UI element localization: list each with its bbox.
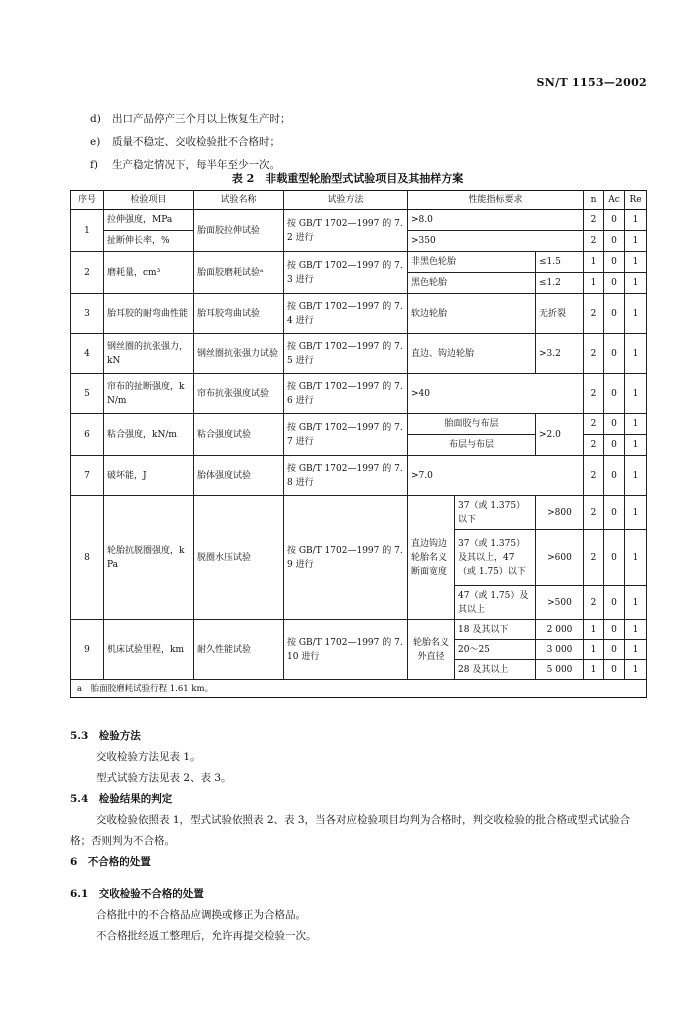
type-test-table xyxy=(70,190,647,698)
table-row: 2 磨耗量，cm³ 胎面胶磨耗试验ᵃ 按 GB/T 1702—1997 的 7.3 进行 非黑色轮胎 ≤1.5 1 0 1 xyxy=(71,252,647,273)
paragraph: 合格批中的不合格品应调换或修正为合格品。 xyxy=(96,909,306,921)
table-row: 37（或 1.375）及其以上，47（或 1.75）以下 >600 2 0 1 xyxy=(71,530,647,586)
section-heading: 5.3 检验方法 xyxy=(70,730,141,742)
header-n: n xyxy=(584,191,604,210)
document-code: SN/T 1153—2002 xyxy=(536,76,647,89)
table-row: 3 胎耳胶的耐弯曲性能 胎耳胶弯曲试验 按 GB/T 1702—1997 的 7.4 进行 软边轮胎 无折裂 2 0 1 xyxy=(71,294,647,334)
header-test: 试验名称 xyxy=(194,191,284,210)
table-footnote-row xyxy=(71,680,647,698)
table-footnote: a 胎面胶磨耗试验行程 1.61 km。 xyxy=(71,680,647,698)
table-row: 47（或 1.75）及其以上 >500 2 0 1 xyxy=(71,586,647,620)
table-caption: 表 2 非载重型轮胎型式试验项目及其抽样方案 xyxy=(231,172,464,185)
paragraph: 不合格批经返工整理后，允许再提交检验一次。 xyxy=(96,930,317,942)
header-requirement: 性能指标要求 xyxy=(408,191,584,210)
table-row: 7 破坏能，J 胎体强度试验 按 GB/T 1702—1997 的 7.8 进行 >7.0 2 0 1 xyxy=(71,456,647,496)
section-heading: 6.1 交收检验不合格的处置 xyxy=(70,888,204,900)
condition-list xyxy=(90,108,291,177)
table-row: 9 机床试验里程，km 耐久性能试验 按 GB/T 1702—1997 的 7.10 进行 轮胎名义外直径 18 及其以下 2 000 1 0 1 xyxy=(71,620,647,640)
paragraph: 交收检验方法见表 1。 xyxy=(96,751,201,763)
table-row: 6 粘合强度，kN/m 粘合强度试验 按 GB/T 1702—1997 的 7.7 进行 胎面胶与布层 >2.0 2 0 1 xyxy=(71,414,647,435)
table-row: 1 拉伸强度，MPa 胎面胶拉伸试验 按 GB/T 1702—1997 的 7.2 进行 >8.0 2 0 1 xyxy=(71,210,647,231)
table-row: 20～25 3 000 1 0 1 xyxy=(71,640,647,660)
list-item: e) 质量不稳定、交收检验批不合格时； xyxy=(90,136,280,148)
section-heading: 5.4 检验结果的判定 xyxy=(70,793,173,805)
table-row: 28 及其以上 5 000 1 0 1 xyxy=(71,660,647,680)
header-no: 序号 xyxy=(71,191,104,210)
table-header-row xyxy=(71,191,647,210)
paragraph: 型式试验方法见表 2、表 3。 xyxy=(96,772,232,784)
list-item: d) 出口产品停产三个月以上恢复生产时； xyxy=(90,113,291,125)
table-row: 5 帘布的扯断强度，kN/m 帘布抗张强度试验 按 GB/T 1702—1997 的 7.6 进行 >40 2 0 1 xyxy=(71,374,647,414)
header-item: 检验项目 xyxy=(104,191,194,210)
table-row: 4 钢丝圈的抗张强力，kN 钢丝圈抗张强力试验 按 GB/T 1702—1997 的 7.5 进行 直边、钩边轮胎 >3.2 2 0 1 xyxy=(71,334,647,374)
section-6 xyxy=(70,852,646,873)
table-row: 布层与布层 2 0 1 xyxy=(71,435,647,456)
section-6-1 xyxy=(70,884,646,947)
header-method: 试验方法 xyxy=(284,191,408,210)
list-item: f) 生产稳定情况下，每半年至少一次。 xyxy=(90,159,280,171)
table-row: 黑色轮胎 ≤1.2 1 0 1 xyxy=(71,273,647,294)
table-row: 8 轮胎抗脱圈强度，kPa 脱圈水压试验 按 GB/T 1702—1997 的 7.9 进行 直边钩边轮胎名义断面宽度 37（或 1.375）以下 >800 2 0 1 xyxy=(71,496,647,530)
table-row: 扯断伸长率，% >350 2 0 1 xyxy=(71,231,647,252)
paragraph: 交收检验依照表 1，型式试验依照表 2、表 3，当各对应检验项目均判为合格时，判交收检验的批合格或型式试验合格；否则判为不合格。 xyxy=(70,814,631,847)
section-5-3 xyxy=(70,726,646,852)
section-heading: 6 不合格的处置 xyxy=(70,856,151,868)
header-re: Re xyxy=(625,191,647,210)
header-ac: Ac xyxy=(604,191,625,210)
